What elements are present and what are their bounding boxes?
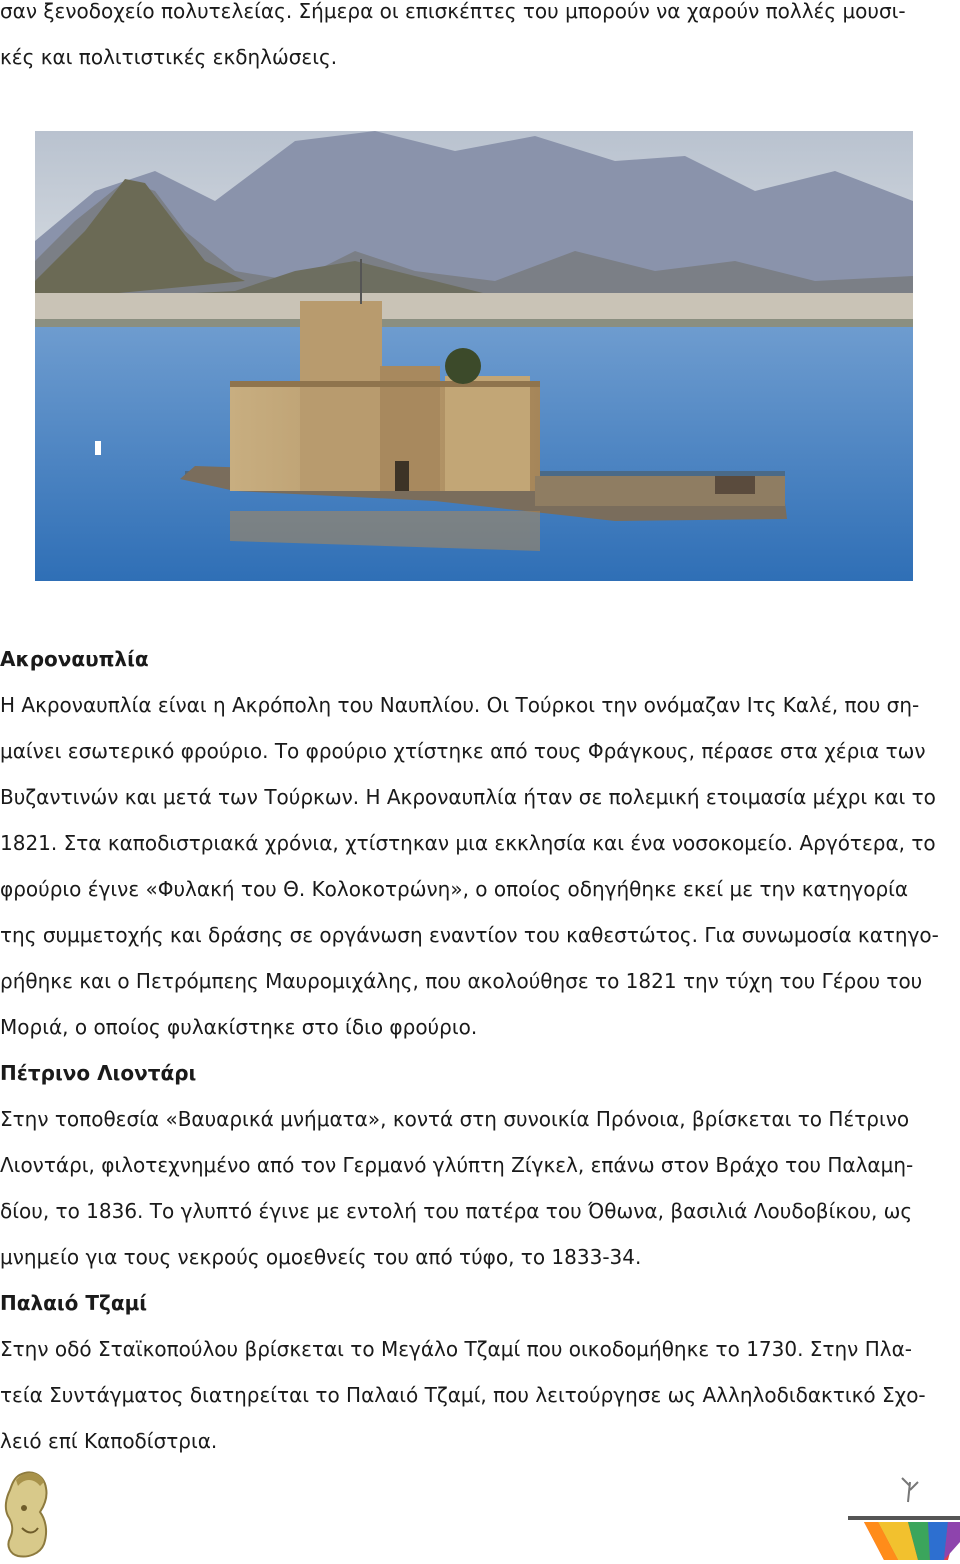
section-line: μαίνει εσωτερικό φρούριο. Το φρούριο χτίστηκε από τους Φράγκους, πέρασε στα χέρια των bbox=[0, 739, 926, 763]
section-line: ρήθηκε και ο Πετρόμπεης Μαυρομιχάλης, που ακολούθησε το 1821 την τύχη του Γέρου του bbox=[0, 969, 923, 993]
section-line: Μοριά, ο οποίος φυλακίστηκε στο ίδιο φρούριο. bbox=[0, 1015, 478, 1039]
section-heading: Παλαιό Τζαμί bbox=[0, 1291, 148, 1315]
section-line: τεία Συντάγματος διατηρείται το Παλαιό Τζαμί, που λειτούργησε ως Αλληλοδιδακτικό Σχο- bbox=[0, 1383, 926, 1407]
bourtzi-castle-photo bbox=[35, 131, 913, 581]
rainbow-fan-logo bbox=[848, 1472, 960, 1560]
intro-line: σαν ξενοδοχείο πολυτελείας. Σήμερα οι επισκέπτες του μπορούν να χαρούν πολλές μουσι- bbox=[0, 0, 906, 23]
section-line: δίου, το 1836. Το γλυπτό έγινε με εντολή του πατέρα του Όθωνα, βασιλιά Λουδοβίκου, ως bbox=[0, 1199, 913, 1223]
section-line: μνημείο για τους νεκρούς ομοεθνείς του από τύφο, το 1833-34. bbox=[0, 1245, 642, 1269]
section-line: Η Ακροναυπλία είναι η Ακρόπολη του Ναυπλίου. Οι Τούρκοι την ονόμαζαν Ιτς Καλέ, που ση- bbox=[0, 693, 920, 717]
section-line: της συμμετοχής και δράσης σε οργάνωση εναντίον του καθεστώτος. Για συνωμοσία κατηγο- bbox=[0, 923, 939, 947]
section-line: Στην τοποθεσία «Βαυαρικά μνήματα», κοντά στη συνοικία Πρόνοια, βρίσκεται το Πέτρινο bbox=[0, 1107, 910, 1131]
intro-line: κές και πολιτιστικές εκδηλώσεις. bbox=[0, 45, 338, 69]
athena-head-logo bbox=[0, 1468, 58, 1560]
section-heading: Πέτρινο Λιοντάρι bbox=[0, 1061, 197, 1085]
section-line: φρούριο έγινε «Φυλακή του Θ. Κολοκοτρώνη», ο οποίος οδηγήθηκε εκεί με την κατηγορία bbox=[0, 877, 909, 901]
section-heading: Ακροναυπλία bbox=[0, 647, 149, 671]
section-line: Λιοντάρι, φιλοτεχνημένο από τον Γερμανό γλύπτη Ζίγκελ, επάνω στον Βράχο του Παλαμη- bbox=[0, 1153, 914, 1177]
section-line: Βυζαντινών και μετά των Τούρκων. Η Ακροναυπλία ήταν σε πολεμική ετοιμασία μέχρι και το bbox=[0, 785, 936, 809]
section-line: Στην οδό Σταϊκοπούλου βρίσκεται το Μεγάλο Τζαμί που οικοδομήθηκε το 1730. Στην Πλα- bbox=[0, 1337, 912, 1361]
section-line: 1821. Στα καποδιστριακά χρόνια, χτίστηκαν μια εκκλησία και ένα νοσοκομείο. Αργότερα, το bbox=[0, 831, 936, 855]
section-line: λειό επί Καποδίστρια. bbox=[0, 1429, 218, 1453]
